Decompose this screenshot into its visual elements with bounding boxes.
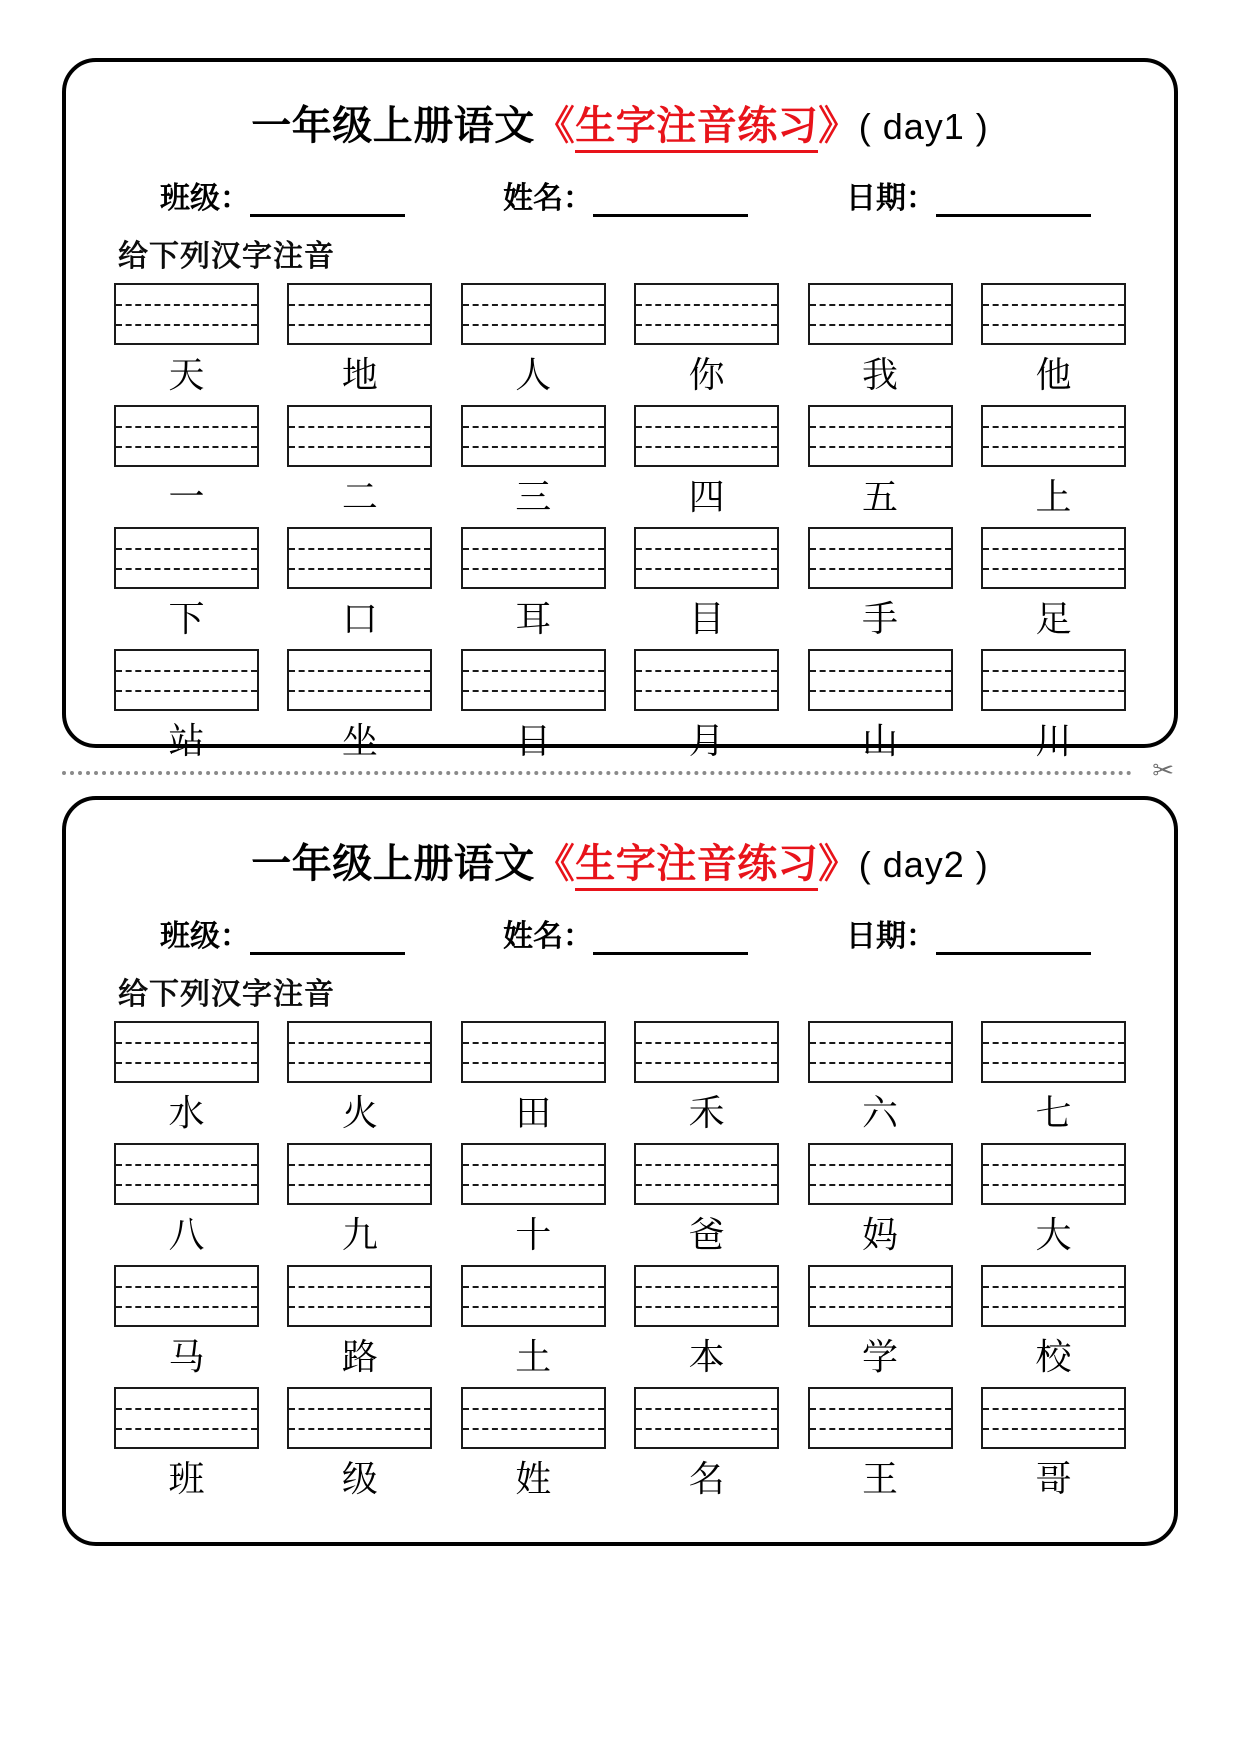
exercise-cell [981, 1021, 1126, 1137]
hanzi-character: 级 [341, 1458, 378, 1499]
pinyin-writing-box[interactable] [634, 1021, 779, 1083]
exercise-cell [981, 1143, 1126, 1259]
date-label: 日期： [846, 182, 936, 215]
exercise-cell [287, 1265, 432, 1381]
hanzi-character: 王 [862, 1458, 899, 1499]
hanzi-character: 一 [168, 476, 205, 517]
hanzi-character: 土 [515, 1336, 552, 1377]
pinyin-writing-box[interactable] [114, 1143, 259, 1205]
pinyin-writing-box[interactable] [287, 527, 432, 589]
pinyin-writing-box[interactable] [981, 1143, 1126, 1205]
hanzi-character: 地 [341, 354, 378, 395]
hanzi-character: 二 [341, 476, 378, 517]
hanzi-character: 路 [341, 1336, 378, 1377]
pinyin-writing-box[interactable] [114, 1265, 259, 1327]
exercise-row [114, 1143, 1126, 1259]
pinyin-writing-box[interactable] [287, 1265, 432, 1327]
exercise-cell [808, 283, 953, 399]
exercise-row [114, 283, 1126, 399]
hanzi-character: 八 [168, 1214, 205, 1255]
name-label: 姓名： [503, 920, 593, 953]
pinyin-writing-box[interactable] [287, 1143, 432, 1205]
hanzi-character: 马 [168, 1336, 205, 1377]
hanzi-character: 口 [341, 598, 378, 639]
pinyin-writing-box[interactable] [287, 649, 432, 711]
hanzi-character: 站 [168, 720, 205, 761]
instruction-text-day1: 给下列汉字注音 [118, 240, 335, 273]
pinyin-writing-box[interactable] [461, 1387, 606, 1449]
hanzi-character: 妈 [862, 1214, 899, 1255]
hanzi-character: 手 [862, 598, 899, 639]
exercise-cell [287, 405, 432, 521]
pinyin-writing-box[interactable] [114, 649, 259, 711]
exercise-row [114, 527, 1126, 643]
pinyin-writing-box[interactable] [461, 1021, 606, 1083]
hanzi-character: 七 [1035, 1092, 1072, 1133]
exercise-cell [461, 1265, 606, 1381]
exercise-cell [634, 283, 779, 399]
hanzi-character: 姓 [515, 1458, 552, 1499]
pinyin-writing-box[interactable] [461, 649, 606, 711]
exercise-cell [981, 283, 1126, 399]
exercise-cell [461, 649, 606, 765]
name-label: 姓名： [503, 182, 593, 215]
pinyin-writing-box[interactable] [808, 1387, 953, 1449]
hanzi-character: 上 [1035, 476, 1072, 517]
hanzi-character: 耳 [515, 598, 552, 639]
hanzi-character: 川 [1035, 720, 1072, 761]
exercise-cell [461, 405, 606, 521]
pinyin-writing-box[interactable] [981, 1021, 1126, 1083]
exercise-cell [808, 405, 953, 521]
name-input-blank[interactable] [593, 191, 748, 217]
pinyin-writing-box[interactable] [114, 527, 259, 589]
worksheet-card-day2 [62, 796, 1178, 1546]
exercise-cell [808, 527, 953, 643]
exercise-cell [114, 1265, 259, 1381]
hanzi-character: 我 [862, 354, 899, 395]
date-input-blank[interactable] [936, 191, 1091, 217]
pinyin-writing-box[interactable] [287, 1387, 432, 1449]
title-prefix: 一年级上册语文 [251, 103, 535, 148]
hanzi-character: 火 [341, 1092, 378, 1133]
exercise-grid-day2 [108, 1019, 1132, 1509]
exercise-cell [808, 1387, 953, 1503]
hanzi-character: 禾 [688, 1092, 725, 1133]
student-info-row-day2 [108, 899, 1132, 955]
name-field-day1 [503, 173, 748, 217]
exercise-cell [461, 1387, 606, 1503]
exercise-cell [287, 1143, 432, 1259]
exercise-cell [114, 649, 259, 765]
pinyin-writing-box[interactable] [981, 405, 1126, 467]
pinyin-writing-box[interactable] [808, 1143, 953, 1205]
exercise-cell [981, 405, 1126, 521]
hanzi-character: 他 [1035, 354, 1072, 395]
exercise-cell [287, 527, 432, 643]
exercise-row [114, 649, 1126, 765]
hanzi-character: 人 [515, 354, 552, 395]
scissors-icon: ✂ [1152, 756, 1174, 785]
exercise-cell [634, 405, 779, 521]
exercise-cell [461, 283, 606, 399]
pinyin-writing-box[interactable] [981, 283, 1126, 345]
student-info-row-day1 [108, 161, 1132, 217]
hanzi-character: 本 [688, 1336, 725, 1377]
worksheet-card-day1 [62, 58, 1178, 761]
class-field-day1 [160, 173, 405, 217]
pinyin-writing-box[interactable] [981, 649, 1126, 711]
exercise-cell [634, 527, 779, 643]
pinyin-writing-box[interactable] [634, 283, 779, 345]
hanzi-character: 四 [688, 476, 725, 517]
date-field-day1 [846, 173, 1091, 217]
hanzi-character: 五 [862, 476, 899, 517]
exercise-cell [981, 1265, 1126, 1381]
hanzi-character: 大 [1035, 1214, 1072, 1255]
pinyin-writing-box[interactable] [287, 283, 432, 345]
pinyin-writing-box[interactable] [808, 1021, 953, 1083]
pinyin-writing-box[interactable] [461, 527, 606, 589]
hanzi-character: 九 [341, 1214, 378, 1255]
pinyin-writing-box[interactable] [808, 1265, 953, 1327]
instruction-text-day2: 给下列汉字注音 [118, 978, 335, 1011]
exercise-row [114, 405, 1126, 521]
pinyin-writing-box[interactable] [114, 1387, 259, 1449]
exercise-cell [114, 405, 259, 521]
exercise-cell [634, 649, 779, 765]
name-input-blank[interactable] [593, 929, 748, 955]
hanzi-character: 月 [688, 720, 725, 761]
exercise-cell [808, 1021, 953, 1137]
exercise-cell [114, 1021, 259, 1137]
hanzi-character: 十 [515, 1214, 552, 1255]
exercise-cell [287, 1387, 432, 1503]
exercise-row [114, 1265, 1126, 1381]
pinyin-writing-box[interactable] [461, 1143, 606, 1205]
pinyin-writing-box[interactable] [634, 1387, 779, 1449]
pinyin-writing-box[interactable] [461, 1265, 606, 1327]
page-title-day2 [108, 816, 1132, 899]
title-highlight: 生字注音练习 [575, 841, 818, 891]
exercise-cell [981, 649, 1126, 765]
title-prefix: 一年级上册语文 [251, 841, 535, 886]
pinyin-writing-box[interactable] [114, 1021, 259, 1083]
exercise-row [114, 1021, 1126, 1137]
hanzi-character: 校 [1035, 1336, 1072, 1377]
exercise-cell [808, 1265, 953, 1381]
pinyin-writing-box[interactable] [461, 283, 606, 345]
exercise-cell [114, 527, 259, 643]
dotted-divider [62, 771, 1132, 775]
hanzi-character: 足 [1035, 598, 1072, 639]
hanzi-character: 目 [688, 598, 725, 639]
exercise-cell [287, 649, 432, 765]
pinyin-writing-box[interactable] [461, 405, 606, 467]
hanzi-character: 名 [688, 1458, 725, 1499]
hanzi-character: 六 [862, 1092, 899, 1133]
hanzi-character: 天 [168, 354, 205, 395]
pinyin-writing-box[interactable] [808, 283, 953, 345]
title-day-label: ( day1 ) [858, 106, 989, 147]
pinyin-writing-box[interactable] [808, 527, 953, 589]
title-day-label: ( day2 ) [858, 844, 989, 885]
hanzi-character: 水 [168, 1092, 205, 1133]
date-input-blank[interactable] [936, 929, 1091, 955]
hanzi-character: 日 [515, 720, 552, 761]
pinyin-writing-box[interactable] [114, 283, 259, 345]
exercise-cell [114, 1143, 259, 1259]
pinyin-writing-box[interactable] [634, 1143, 779, 1205]
class-input-blank[interactable] [250, 191, 405, 217]
cut-separator-line [62, 754, 1178, 788]
exercise-cell [461, 1021, 606, 1137]
name-field-day2 [503, 911, 748, 955]
exercise-cell [808, 649, 953, 765]
exercise-cell [981, 527, 1126, 643]
hanzi-character: 学 [862, 1336, 899, 1377]
title-bracket-open: 《 [534, 841, 576, 886]
pinyin-writing-box[interactable] [981, 1387, 1126, 1449]
pinyin-writing-box[interactable] [981, 527, 1126, 589]
pinyin-writing-box[interactable] [981, 1265, 1126, 1327]
exercise-cell [461, 1143, 606, 1259]
pinyin-writing-box[interactable] [634, 1265, 779, 1327]
exercise-cell [808, 1143, 953, 1259]
title-bracket-close: 》 [818, 841, 859, 886]
pinyin-writing-box[interactable] [634, 527, 779, 589]
pinyin-writing-box[interactable] [808, 649, 953, 711]
exercise-cell [634, 1021, 779, 1137]
class-input-blank[interactable] [250, 929, 405, 955]
hanzi-character: 爸 [688, 1214, 725, 1255]
pinyin-writing-box[interactable] [634, 405, 779, 467]
pinyin-writing-box[interactable] [287, 405, 432, 467]
pinyin-writing-box[interactable] [287, 1021, 432, 1083]
exercise-row [114, 1387, 1126, 1503]
exercise-cell [114, 1387, 259, 1503]
exercise-cell [634, 1387, 779, 1503]
hanzi-character: 班 [168, 1458, 205, 1499]
exercise-cell [287, 1021, 432, 1137]
title-bracket-open: 《 [534, 103, 576, 148]
exercise-grid-day1 [108, 281, 1132, 771]
hanzi-character: 下 [168, 598, 205, 639]
page-title-day1 [108, 78, 1132, 161]
hanzi-character: 三 [515, 476, 552, 517]
date-field-day2 [846, 911, 1091, 955]
date-label: 日期： [846, 920, 936, 953]
exercise-cell [114, 283, 259, 399]
class-label: 班级： [160, 182, 250, 215]
exercise-cell [634, 1265, 779, 1381]
hanzi-character: 坐 [341, 720, 378, 761]
exercise-cell [981, 1387, 1126, 1503]
title-highlight: 生字注音练习 [575, 103, 818, 153]
pinyin-writing-box[interactable] [808, 405, 953, 467]
title-bracket-close: 》 [818, 103, 859, 148]
exercise-cell [461, 527, 606, 643]
exercise-cell [634, 1143, 779, 1259]
class-field-day2 [160, 911, 405, 955]
class-label: 班级： [160, 920, 250, 953]
pinyin-writing-box[interactable] [634, 649, 779, 711]
hanzi-character: 田 [515, 1092, 552, 1133]
pinyin-writing-box[interactable] [114, 405, 259, 467]
exercise-cell [287, 283, 432, 399]
hanzi-character: 你 [688, 354, 725, 395]
hanzi-character: 哥 [1035, 1458, 1072, 1499]
hanzi-character: 山 [862, 720, 899, 761]
